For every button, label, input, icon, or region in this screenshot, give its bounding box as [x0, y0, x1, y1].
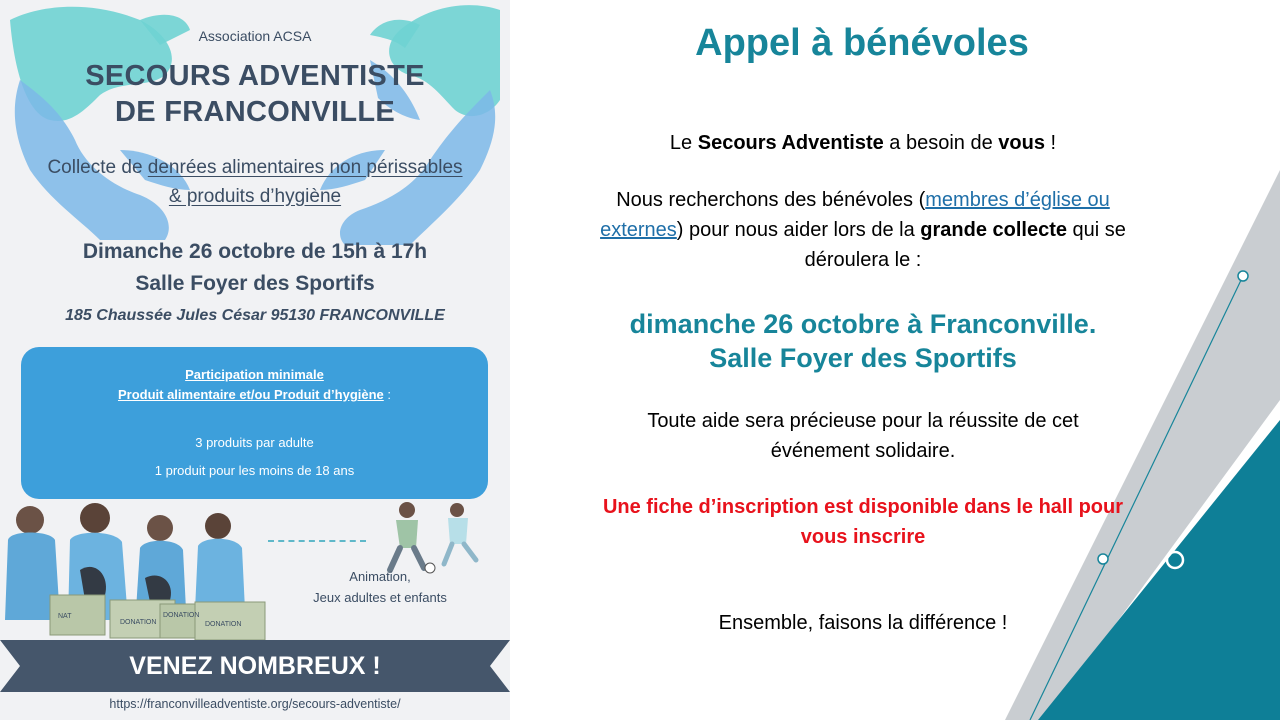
registration-line1: Une fiche d’inscription est disponible dans le hall pour [602, 496, 1124, 518]
registration-line2: vous inscrire [800, 526, 926, 548]
intro-c: a besoin de [883, 132, 999, 154]
participation-line2: 1 produit pour les moins de 18 ans [154, 463, 355, 478]
event-date-block [518, 307, 1208, 375]
decorative-dot-2 [1098, 554, 1108, 564]
recruit-bold: grande collecte [920, 219, 1067, 241]
participation-subheading-suffix: : [383, 387, 392, 402]
recruit-paragraph [518, 185, 1208, 275]
poster-title-line1: SECOURS ADVENTISTE [85, 60, 425, 92]
recruit-b: ) pour nous aider lors de la [676, 219, 921, 241]
recruit-a: Nous recherchons des bénévoles ( [616, 189, 926, 211]
poster-collecte-underlined: denrées alimentaires non périssables [147, 157, 463, 178]
intro-a: Le [669, 132, 698, 154]
externes-link[interactable]: externes [600, 219, 677, 241]
box-label-donation-2: DONATION [163, 612, 200, 619]
intro-paragraph [518, 128, 1208, 158]
poster-banner: VENEZ NOMBREUX ! [129, 652, 381, 680]
page-title: Appel à bénévoles [695, 22, 1029, 64]
box-label-donation-3: DONATION [205, 621, 242, 628]
help-line2: événement solidaire. [770, 440, 956, 462]
decorative-dot-1 [1238, 271, 1248, 281]
poster-animation-line1: Animation, [349, 569, 411, 584]
members-link[interactable]: membres d’église ou [925, 189, 1110, 211]
closing-line: Ensemble, faisons la différence ! [718, 612, 1008, 634]
poster-collecte-prefix: Collecte de [47, 157, 148, 178]
recruit-c: qui se [1066, 219, 1126, 241]
event-date-line1: dimanche 26 octobre à Franconville. [629, 309, 1097, 339]
poster-association: Association ACSA [198, 28, 312, 44]
participation-subheading: Produit alimentaire et/ou Produit d’hygiène [117, 387, 384, 402]
intro-vous: vous [998, 132, 1045, 154]
poster-address: 185 Chaussée Jules César 95130 FRANCONVILLE [65, 307, 445, 324]
poster-collecte-line2: & produits d’hygiène [168, 185, 342, 207]
participation-heading: Participation minimale [185, 367, 324, 382]
event-date-line2: Salle Foyer des Sportifs [709, 343, 1017, 373]
intro-org: Secours Adventiste [697, 132, 884, 154]
poster-url: https://franconvilleadventiste.org/secours-adventiste/ [109, 697, 401, 711]
registration-notice [518, 492, 1208, 552]
intro-e: ! [1044, 132, 1057, 154]
help-line1: Toute aide sera précieuse pour la réussite de cet [647, 410, 1079, 432]
poster-title-line2: DE FRANCONVILLE [115, 96, 395, 129]
recruit-line3: déroulera le : [804, 249, 922, 271]
box-label-donation-1: DONATION [120, 619, 157, 626]
box-label-nat: NAT [58, 613, 72, 620]
help-paragraph [518, 406, 1208, 466]
participation-line1: 3 produits par adulte [195, 435, 314, 450]
poster-venue: Salle Foyer des Sportifs [135, 271, 375, 295]
poster-animation-line2: Jeux adultes et enfants [313, 589, 447, 605]
poster-date-line: Dimanche 26 octobre de 15h à 17h [82, 240, 428, 263]
